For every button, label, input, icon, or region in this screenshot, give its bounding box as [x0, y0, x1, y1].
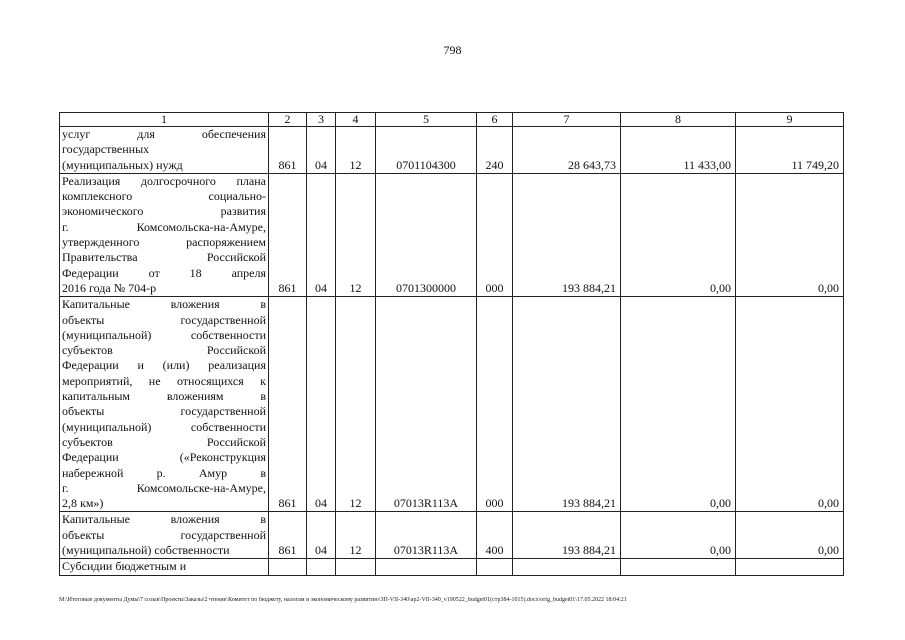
cell-expense-type: 240	[477, 127, 513, 174]
cell-subsection: 12	[336, 127, 376, 174]
row-description	[60, 512, 269, 559]
cell-amount-2: 0,00	[621, 173, 736, 296]
description-line: Федерации от 18 апреля	[62, 265, 266, 280]
row-description	[60, 559, 269, 575]
table-row	[60, 512, 844, 559]
description-line: 2016 года № 704-р	[62, 280, 157, 295]
table-row	[60, 559, 844, 575]
description-line: г. Комсомольске-на-Амуре,	[62, 480, 266, 495]
cell-target-article: 0701300000	[376, 173, 477, 296]
budget-table	[59, 112, 844, 576]
description-line: комплексного социально-	[62, 189, 266, 204]
row-description	[60, 127, 269, 174]
cell-subsection: 12	[336, 512, 376, 559]
description-line: мероприятий, не относящихся к	[62, 373, 266, 388]
description-line: г. Комсомольска-на-Амуре,	[62, 219, 266, 234]
description-line: объекты государственной	[62, 527, 266, 542]
description-line: экономического развития	[62, 204, 266, 219]
table-row	[60, 127, 844, 174]
description-line: (муниципальной) собственности	[62, 327, 266, 342]
description-line: Федерации и (или) реализация	[62, 358, 266, 373]
cell-chapter-code: 861	[269, 297, 307, 512]
cell-amount-2: 0,00	[621, 512, 736, 559]
cell-amount-1: 28 643,73	[513, 127, 621, 174]
cell-target-article: 07013R113A	[376, 512, 477, 559]
cell-subsection: 12	[336, 297, 376, 512]
cell-amount-3: 11 749,20	[736, 127, 844, 174]
cell-chapter-code: 861	[269, 127, 307, 174]
description-line: объекты государственной	[62, 312, 266, 327]
description-line: Субсидии бюджетным и	[62, 559, 187, 574]
description-line: (муниципальной) собственности	[62, 543, 230, 558]
cell-amount-1: 193 884,21	[513, 173, 621, 296]
cell-subsection: 12	[336, 173, 376, 296]
description-line: утвержденного распоряжением	[62, 235, 266, 250]
description-line: субъектов Российской	[62, 343, 266, 358]
description-line: капитальным вложениям в	[62, 389, 266, 404]
cell-amount-3: 0,00	[736, 512, 844, 559]
row-description	[60, 173, 269, 296]
header-cell: 6	[477, 113, 513, 127]
table-header-row	[60, 113, 844, 127]
description-line: 2,8 км»)	[62, 496, 104, 511]
cell-chapter-code	[269, 559, 307, 575]
description-line: (муниципальной) собственности	[62, 419, 266, 434]
cell-amount-2: 0,00	[621, 297, 736, 512]
cell-amount-2: 11 433,00	[621, 127, 736, 174]
description-line: Капитальные вложения в	[62, 297, 266, 312]
description-line: услуг для обеспечения	[62, 127, 266, 141]
description-line: государственных	[62, 142, 150, 157]
cell-amount-1	[513, 559, 621, 575]
description-line: Реализация долгосрочного плана	[62, 173, 266, 188]
file-path-footer: M:\Итоговые документы Думы\7 созыв\Проекты\Заказы\2 чтение\Комитет по бюджету, налогам и экономическому развитию\ЗП-VII-340\ар2-VII-340_v190522_budget01(стр384-1015).docx\orig_budget01\17.05.2022 18:04:21	[59, 597, 627, 603]
cell-target-article: 07013R113A	[376, 297, 477, 512]
cell-chapter-code: 861	[269, 512, 307, 559]
cell-target-article: 0701104300	[376, 127, 477, 174]
table-row	[60, 297, 844, 512]
description-line: набережной р. Амур в	[62, 465, 266, 480]
description-line: Федерации («Реконструкция	[62, 450, 266, 465]
description-line: Капитальные вложения в	[62, 512, 266, 527]
header-cell: 7	[513, 113, 621, 127]
header-cell: 3	[307, 113, 336, 127]
cell-chapter-code: 861	[269, 173, 307, 296]
cell-expense-type: 400	[477, 512, 513, 559]
cell-amount-3: 0,00	[736, 297, 844, 512]
page-number: 798	[443, 43, 462, 57]
header-cell: 8	[621, 113, 736, 127]
cell-amount-1: 193 884,21	[513, 512, 621, 559]
cell-expense-type	[477, 559, 513, 575]
cell-section: 04	[307, 173, 336, 296]
cell-section: 04	[307, 127, 336, 174]
cell-amount-2	[621, 559, 736, 575]
cell-amount-3	[736, 559, 844, 575]
description-line: Правительства Российской	[62, 250, 266, 265]
header-cell: 9	[736, 113, 844, 127]
description-line: объекты государственной	[62, 404, 266, 419]
cell-amount-1: 193 884,21	[513, 297, 621, 512]
cell-amount-3: 0,00	[736, 173, 844, 296]
header-cell: 2	[269, 113, 307, 127]
description-line: субъектов Российской	[62, 434, 266, 449]
cell-section	[307, 559, 336, 575]
cell-subsection	[336, 559, 376, 575]
cell-section: 04	[307, 297, 336, 512]
header-cell: 4	[336, 113, 376, 127]
description-line: (муниципальных) нужд	[62, 157, 183, 172]
cell-expense-type: 000	[477, 297, 513, 512]
header-cell: 1	[60, 113, 269, 127]
cell-target-article	[376, 559, 477, 575]
row-description	[60, 297, 269, 512]
table-row	[60, 173, 844, 296]
cell-expense-type: 000	[477, 173, 513, 296]
cell-section: 04	[307, 512, 336, 559]
header-cell: 5	[376, 113, 477, 127]
